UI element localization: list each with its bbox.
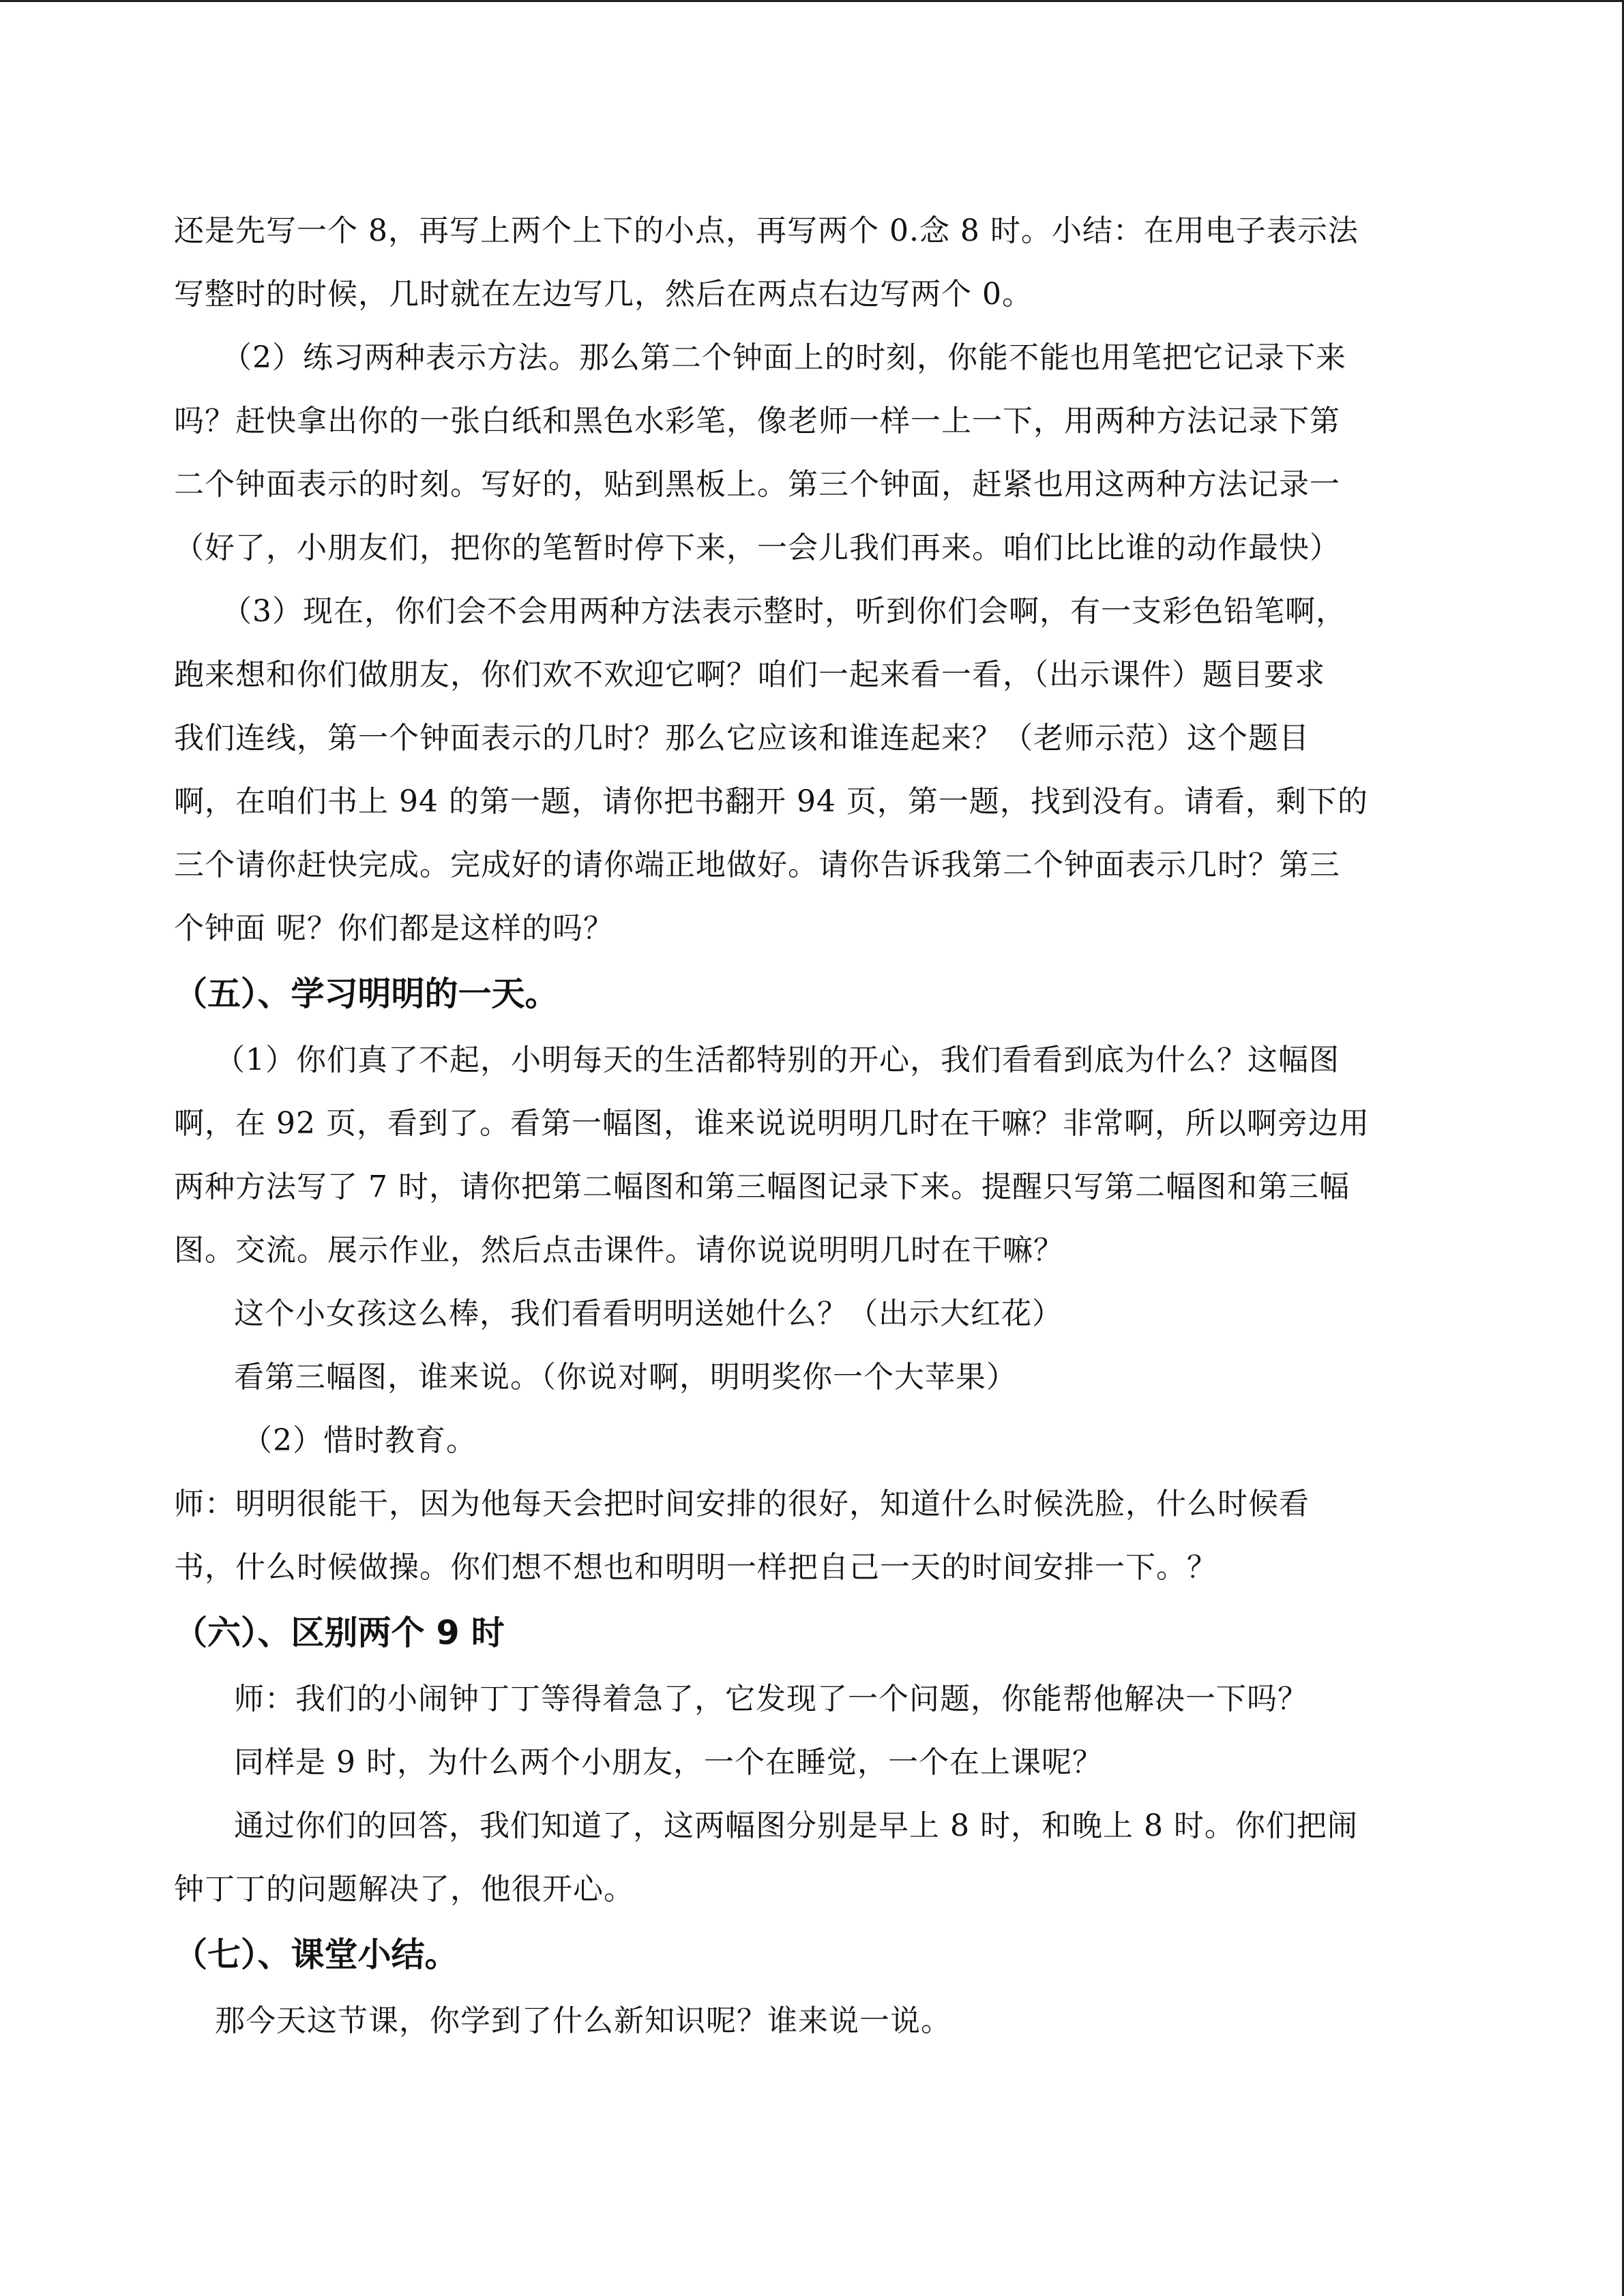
body-line: 啊，在 92 页，看到了。看第一幅图，谁来说说明明几时在干嘛？非常啊，所以啊旁边用 bbox=[174, 1106, 1370, 1141]
body-line: 跑来想和你们做朋友，你们欢不欢迎它啊？咱们一起来看一看，（出示课件）题目要求 bbox=[174, 657, 1325, 692]
body-line: 那今天这节课，你学到了什么新知识呢？谁来说一说。 bbox=[215, 2003, 951, 2038]
body-line: 师：我们的小闹钟丁丁等得着急了，它发现了一个问题，你能帮他解决一下吗？ bbox=[234, 1682, 1308, 1716]
body-line: 写整时的时候，几时就在左边写几，然后在两点右边写两个 0。 bbox=[174, 277, 1033, 312]
body-line: 我们连线，第一个钟面表示的几时？那么它应该和谁连起来？（老师示范）这个题目 bbox=[174, 721, 1310, 756]
section-heading-5: （五）、学习明明的一天。 bbox=[174, 974, 559, 1013]
body-line: （2）练习两种表示方法。那么第二个钟面上的时刻，你能不能也用笔把它记录下来 bbox=[222, 340, 1346, 375]
body-line: 个钟面 呢？你们都是这样的吗？ bbox=[174, 911, 614, 946]
body-line: 吗？赶快拿出你的一张白纸和黑色水彩笔，像老师一样一上一下，用两种方法记录下第 bbox=[174, 404, 1340, 438]
body-line: 图。交流。展示作业，然后点击课件。请你说说明明几时在干嘛？ bbox=[174, 1233, 1064, 1268]
section-heading-7: （七）、课堂小结。 bbox=[174, 1935, 458, 1974]
body-line: 书，什么时候做操。你们想不想也和明明一样把自己一天的时间安排一下。？ bbox=[174, 1550, 1217, 1585]
body-line: 师：明明很能干，因为他每天会把时间安排的很好，知道什么时候洗脸，什么时候看 bbox=[174, 1487, 1310, 1521]
body-line: （好了，小朋友们，把你的笔暂时停下来，一会儿我们再来。咱们比比谁的动作最快） bbox=[174, 531, 1340, 565]
body-line: 同样是 9 时，为什么两个小朋友，一个在睡觉，一个在上课呢？ bbox=[234, 1745, 1103, 1780]
body-line: 啊，在咱们书上 94 的第一题，请你把书翻开 94 页，第一题，找到没有。请看，剩下的 bbox=[174, 784, 1368, 819]
body-line: 钟丁丁的问题解决了，他很开心。 bbox=[174, 1872, 634, 1907]
body-line: （3）现在，你们会不会用两种方法表示整时，听到你们会啊，有一支彩色铅笔啊， bbox=[222, 594, 1346, 629]
body-line: 通过你们的回答，我们知道了，这两幅图分别是早上 8 时，和晚上 8 时。你们把闹 bbox=[234, 1808, 1358, 1843]
body-line: 看第三幅图，谁来说。（你说对啊，明明奖你一个大苹果） bbox=[234, 1360, 1017, 1395]
body-line: 还是先写一个 8，再写上两个上下的小点，再写两个 0.念 8 时。小结：在用电子表示法 bbox=[174, 213, 1359, 248]
document-page bbox=[174, 199, 1449, 2053]
body-line: 二个钟面表示的时刻。写好的，贴到黑板上。第三个钟面，赶紧也用这两种方法记录一 bbox=[174, 467, 1340, 502]
body-line: 这个小女孩这么棒，我们看看明明送她什么？（出示大红花） bbox=[234, 1296, 1063, 1331]
body-line: 两种方法写了 7 时，请你把第二幅图和第三幅图记录下来。提醒只写第二幅图和第三幅 bbox=[174, 1169, 1350, 1204]
body-line: 三个请你赶快完成。完成好的请你端正地做好。请你告诉我第二个钟面表示几时？第三 bbox=[174, 848, 1340, 882]
top-border-line bbox=[0, 0, 1624, 2]
section-heading-6: （六）、区别两个 9 时 bbox=[174, 1613, 505, 1652]
body-line: （1）你们真了不起，小明每天的生活都特别的开心，我们看看到底为什么？这幅图 bbox=[215, 1043, 1340, 1077]
body-line: （2）惜时教育。 bbox=[242, 1423, 477, 1458]
